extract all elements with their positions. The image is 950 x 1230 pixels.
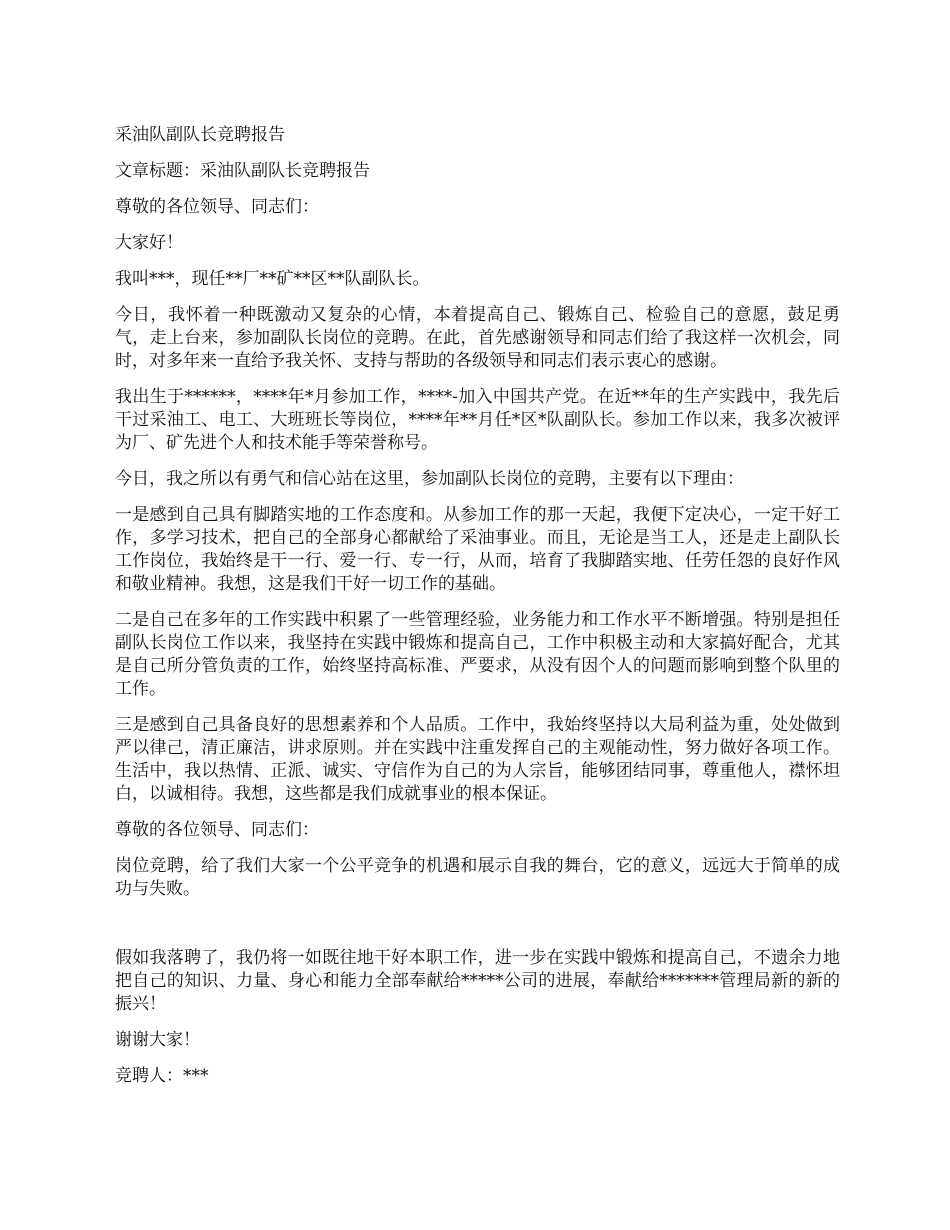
- salutation: 尊敬的各位领导、同志们：: [115, 197, 319, 217]
- paragraph-reason-2: 二是自己在多年的工作实践中积累了一些管理经验，业务能力和工作水平不断增强。特别是担任副队长岗位工作以来，我坚持在实践中锻炼和提高自己，工作中积极主动和大家搞好配合，尤其是自己所分管负责的工作，始终坚持高标准、严要求，从没有因个人的问题而影响到整个队里的工作。: [115, 610, 840, 699]
- paragraph-opening: 今日，我怀着一种既激动又复杂的心情，本着提高自己、锻炼自己、检验自己的意愿，鼓足勇气，走上台来，参加副队长岗位的竞聘。在此，首先感谢领导和同志们给了我这样一次机会，同时，对多年来一直给予我关怀、支持与帮助的各级领导和同志们表示衷心的感谢。: [115, 305, 840, 371]
- signature: 竞聘人：***: [115, 1066, 209, 1086]
- paragraph-reason-3: 三是感到自己具备良好的思想素养和个人品质。工作中，我始终坚持以大局利益为重，处处做到严以律己，清正廉洁，讲求原则。并在实践中注重发挥自己的主观能动性，努力做好各项工作。生活中，我以热情、正派、诚实、守信作为自己的为人宗旨，能够团结同事，尊重他人，襟怀坦白，以诚相待。我想，这些都是我们成就事业的根本保证。: [115, 715, 840, 804]
- paragraph-competition: 岗位竞聘，给了我们大家一个公平竞争的机遇和展示自我的舞台，它的意义，远远大于简单的成功与失败。: [115, 856, 840, 899]
- greeting: 大家好！: [115, 233, 183, 253]
- document-title: 采油队副队长竞聘报告: [115, 125, 285, 145]
- salutation-second: 尊敬的各位领导、同志们：: [115, 820, 319, 840]
- self-introduction: 我叫***，现任**厂**矿**区**队副队长。: [115, 269, 430, 289]
- paragraph-background: 我出生于******，****年*月参加工作，****-加入中国共产党。在近**年的生产实践中，我先后干过采油工、电工、大班班长等岗位，****年**月任*区*队副队长。参加工作以来，我多次被评为厂、矿先进个人和技术能手等荣誉称号。: [115, 387, 840, 453]
- paragraph-reasons-intro: 今日，我之所以有勇气和信心站在这里，参加副队长岗位的竞聘，主要有以下理由：: [115, 469, 744, 489]
- article-title: 文章标题：采油队副队长竞聘报告: [115, 161, 370, 181]
- closing-thanks: 谢谢大家！: [115, 1030, 200, 1050]
- paragraph-reason-1: 一是感到自己具有脚踏实地的工作态度和。从参加工作的那一天起，我便下定决心，一定干好工作，多学习技术，把自己的全部身心都献给了采油事业。而且，无论是当工人，还是走上副队长工作岗位，我始终是干一行、爱一行、专一行，从而，培育了我脚踏实地、任劳任怨的良好作风和敬业精神。我想，这是我们干好一切工作的基础。: [115, 505, 840, 594]
- document-body: [115, 124, 840, 1101]
- paragraph-commitment: 假如我落聘了，我仍将一如既往地干好本职工作，进一步在实践中锻炼和提高自己，不遗余力地把自己的知识、力量、身心和能力全部奉献给*****公司的进展，奉献给*******管理局新的新的振兴！: [115, 948, 840, 1014]
